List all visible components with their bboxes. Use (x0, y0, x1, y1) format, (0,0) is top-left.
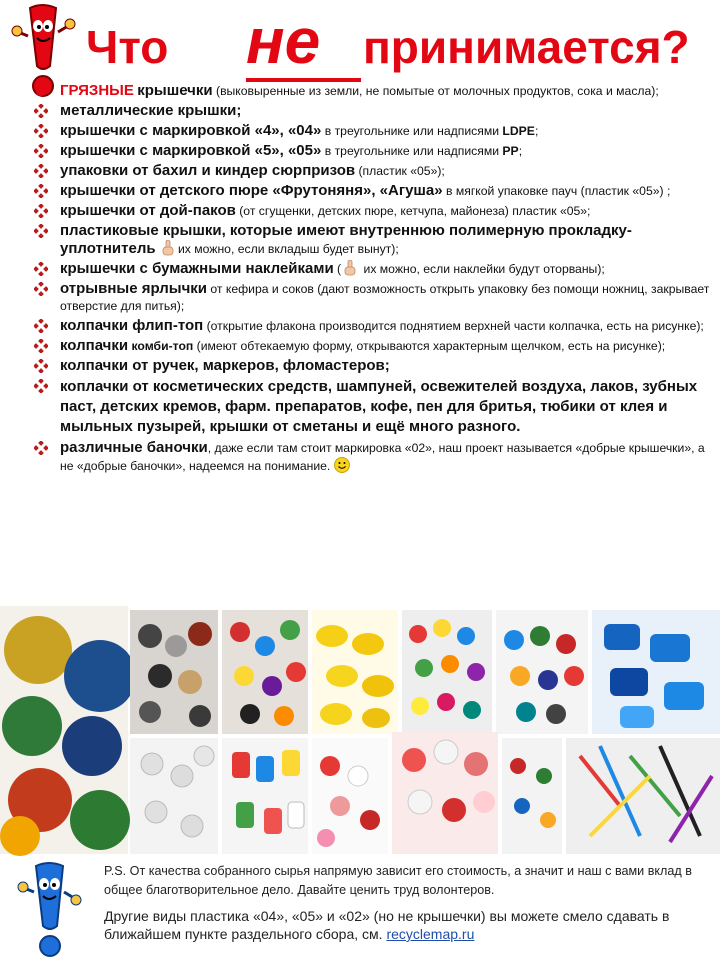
item-rest: (имеют обтекаемую форму, открываются характерным щелчком, есть на рисунке); (193, 339, 666, 353)
item-rest: в мягкой упаковке пауч (пластик «05») ; (442, 184, 671, 198)
diamond-bullet-icon (34, 124, 48, 138)
list-item: крышечки с бумажными наклейками ( их можно, если наклейки будут оторваны); (32, 260, 712, 278)
item-strong: крышечки с маркировкой «5», «05» (60, 142, 322, 159)
item-strong: крышечки от дой-паков (60, 202, 236, 219)
item-strong: крышечки с бумажными наклейками (60, 260, 334, 277)
item-strong: крышечки (137, 82, 213, 99)
list-item (32, 317, 712, 335)
item-rest: (пластик «05»); (355, 164, 445, 178)
item-rest: в треугольнике или надписями (321, 124, 503, 138)
item-strong: упаковки от бахил и киндер сюрпризов (60, 162, 356, 179)
item-strong: колпачки от ручек, маркеров, фломастеров; (60, 357, 390, 374)
pointing-finger-icon (161, 240, 176, 256)
list-item (32, 222, 712, 258)
list-item (32, 182, 712, 200)
item-strong: различные баночки (60, 439, 208, 456)
diamond-bullet-icon (34, 184, 48, 198)
list-item (32, 142, 712, 160)
item-strong: отрывные ярлычки (60, 280, 208, 297)
diamond-bullet-icon (34, 224, 48, 238)
item-code: LDPE (502, 124, 535, 138)
title-part-1: Что (86, 21, 169, 73)
list-item (32, 357, 712, 375)
list-item (32, 280, 712, 315)
item-code: PP (502, 144, 519, 158)
item-strong-red: ГРЯЗНЫЕ (60, 82, 134, 99)
item-rest: их можно, если наклейки будут оторваны); (360, 262, 605, 276)
title-part-2-emphasis: не (246, 5, 321, 77)
diamond-bullet-icon (34, 262, 48, 276)
item-strong: крышечки с маркировкой «4», «04» (60, 122, 322, 139)
smiley-icon (334, 457, 350, 473)
list-item (32, 337, 712, 355)
diamond-bullet-icon (34, 339, 48, 353)
page-title (86, 5, 706, 88)
diamond-bullet-icon (34, 104, 48, 118)
item-rest-end: ; (534, 124, 539, 138)
item-rest: в треугольнике или надписями (321, 144, 503, 158)
diamond-bullet-icon (34, 441, 48, 455)
list-item (32, 162, 712, 180)
list-item (32, 122, 712, 140)
diamond-bullet-icon (34, 359, 48, 373)
diamond-bullet-icon (34, 379, 48, 393)
item-rest: (выковыренные из земли, не помытые от молочных продуктов, сока и масла); (212, 84, 659, 98)
item-strong: металлические крышки; (60, 102, 242, 119)
item-rest: (открытие флакона производится поднятием верхней части колпачка, есть на рисунке); (203, 319, 704, 333)
red-dot-icon (36, 86, 46, 96)
diamond-bullet-icon (34, 319, 48, 333)
footer-note (104, 907, 704, 943)
item-rest: от кефира и соков (дают возможность открыть упаковку без помощи ножниц, закрывает отверстие для питья); (60, 282, 710, 313)
item-strong: крышечки от детского пюре «Фрутоняня», «Агуша» (60, 182, 443, 199)
title-part-3: принимается? (363, 21, 690, 73)
bottle-caps-photo-collage (0, 606, 720, 856)
item-strong: пластиковые крышки, которые имеют внутреннюю полимерную прокладку-уплотнитель (60, 222, 632, 257)
item-strong: колпачки флип-топ (60, 317, 204, 334)
ps-note: P.S. От качества собранного сырья напрямую зависит его стоимость, а значит и наш с вами вклад в общее благотворительное дело. Давайте ценить труд волонтеров. (104, 864, 692, 897)
item-strong: коплачки от косметических средств, шампуней, освежителей воздуха, лаков, зубных паст, детских кремов, фарм. препаратов, кофе, пен для бритья, тюбики от клея и мыльных пузырей, крышки от сметаны и ещё много разного. (60, 378, 698, 435)
item-rest: , даже если там стоит маркировка «02», наш проект называется «добрые крышечки», а не «добрые баночки», надеемся на понимание. (60, 441, 705, 473)
item-strong-small: комби-топ (128, 339, 194, 353)
diamond-bullet-icon (34, 164, 48, 178)
list-item (32, 377, 712, 437)
pointing-finger-icon (343, 260, 358, 276)
footer-text: Другие виды пластика «04», «05» и «02» (но не крышечки) вы можете смело сдавать в ближайшем пункте раздельного сбора, см. (104, 908, 670, 942)
not-accepted-list (32, 82, 712, 477)
item-rest: (от сгущенки, детских пюре, кетчупа, майонеза) пластик «05»; (235, 204, 591, 218)
diamond-bullet-icon (34, 204, 48, 218)
exclamation-mascot-blue-icon (16, 860, 86, 958)
item-rest: их можно, если вкладыш будет вынут); (177, 242, 399, 256)
item-strong: колпачки (60, 337, 129, 354)
list-item (32, 102, 712, 120)
list-item (32, 82, 712, 100)
item-rest-end: ; (518, 144, 523, 158)
recyclemap-link[interactable]: recyclemap.ru (386, 926, 475, 942)
diamond-bullet-icon (34, 282, 48, 296)
diamond-bullet-icon (34, 144, 48, 158)
list-item (32, 202, 712, 220)
list-item (32, 439, 712, 475)
